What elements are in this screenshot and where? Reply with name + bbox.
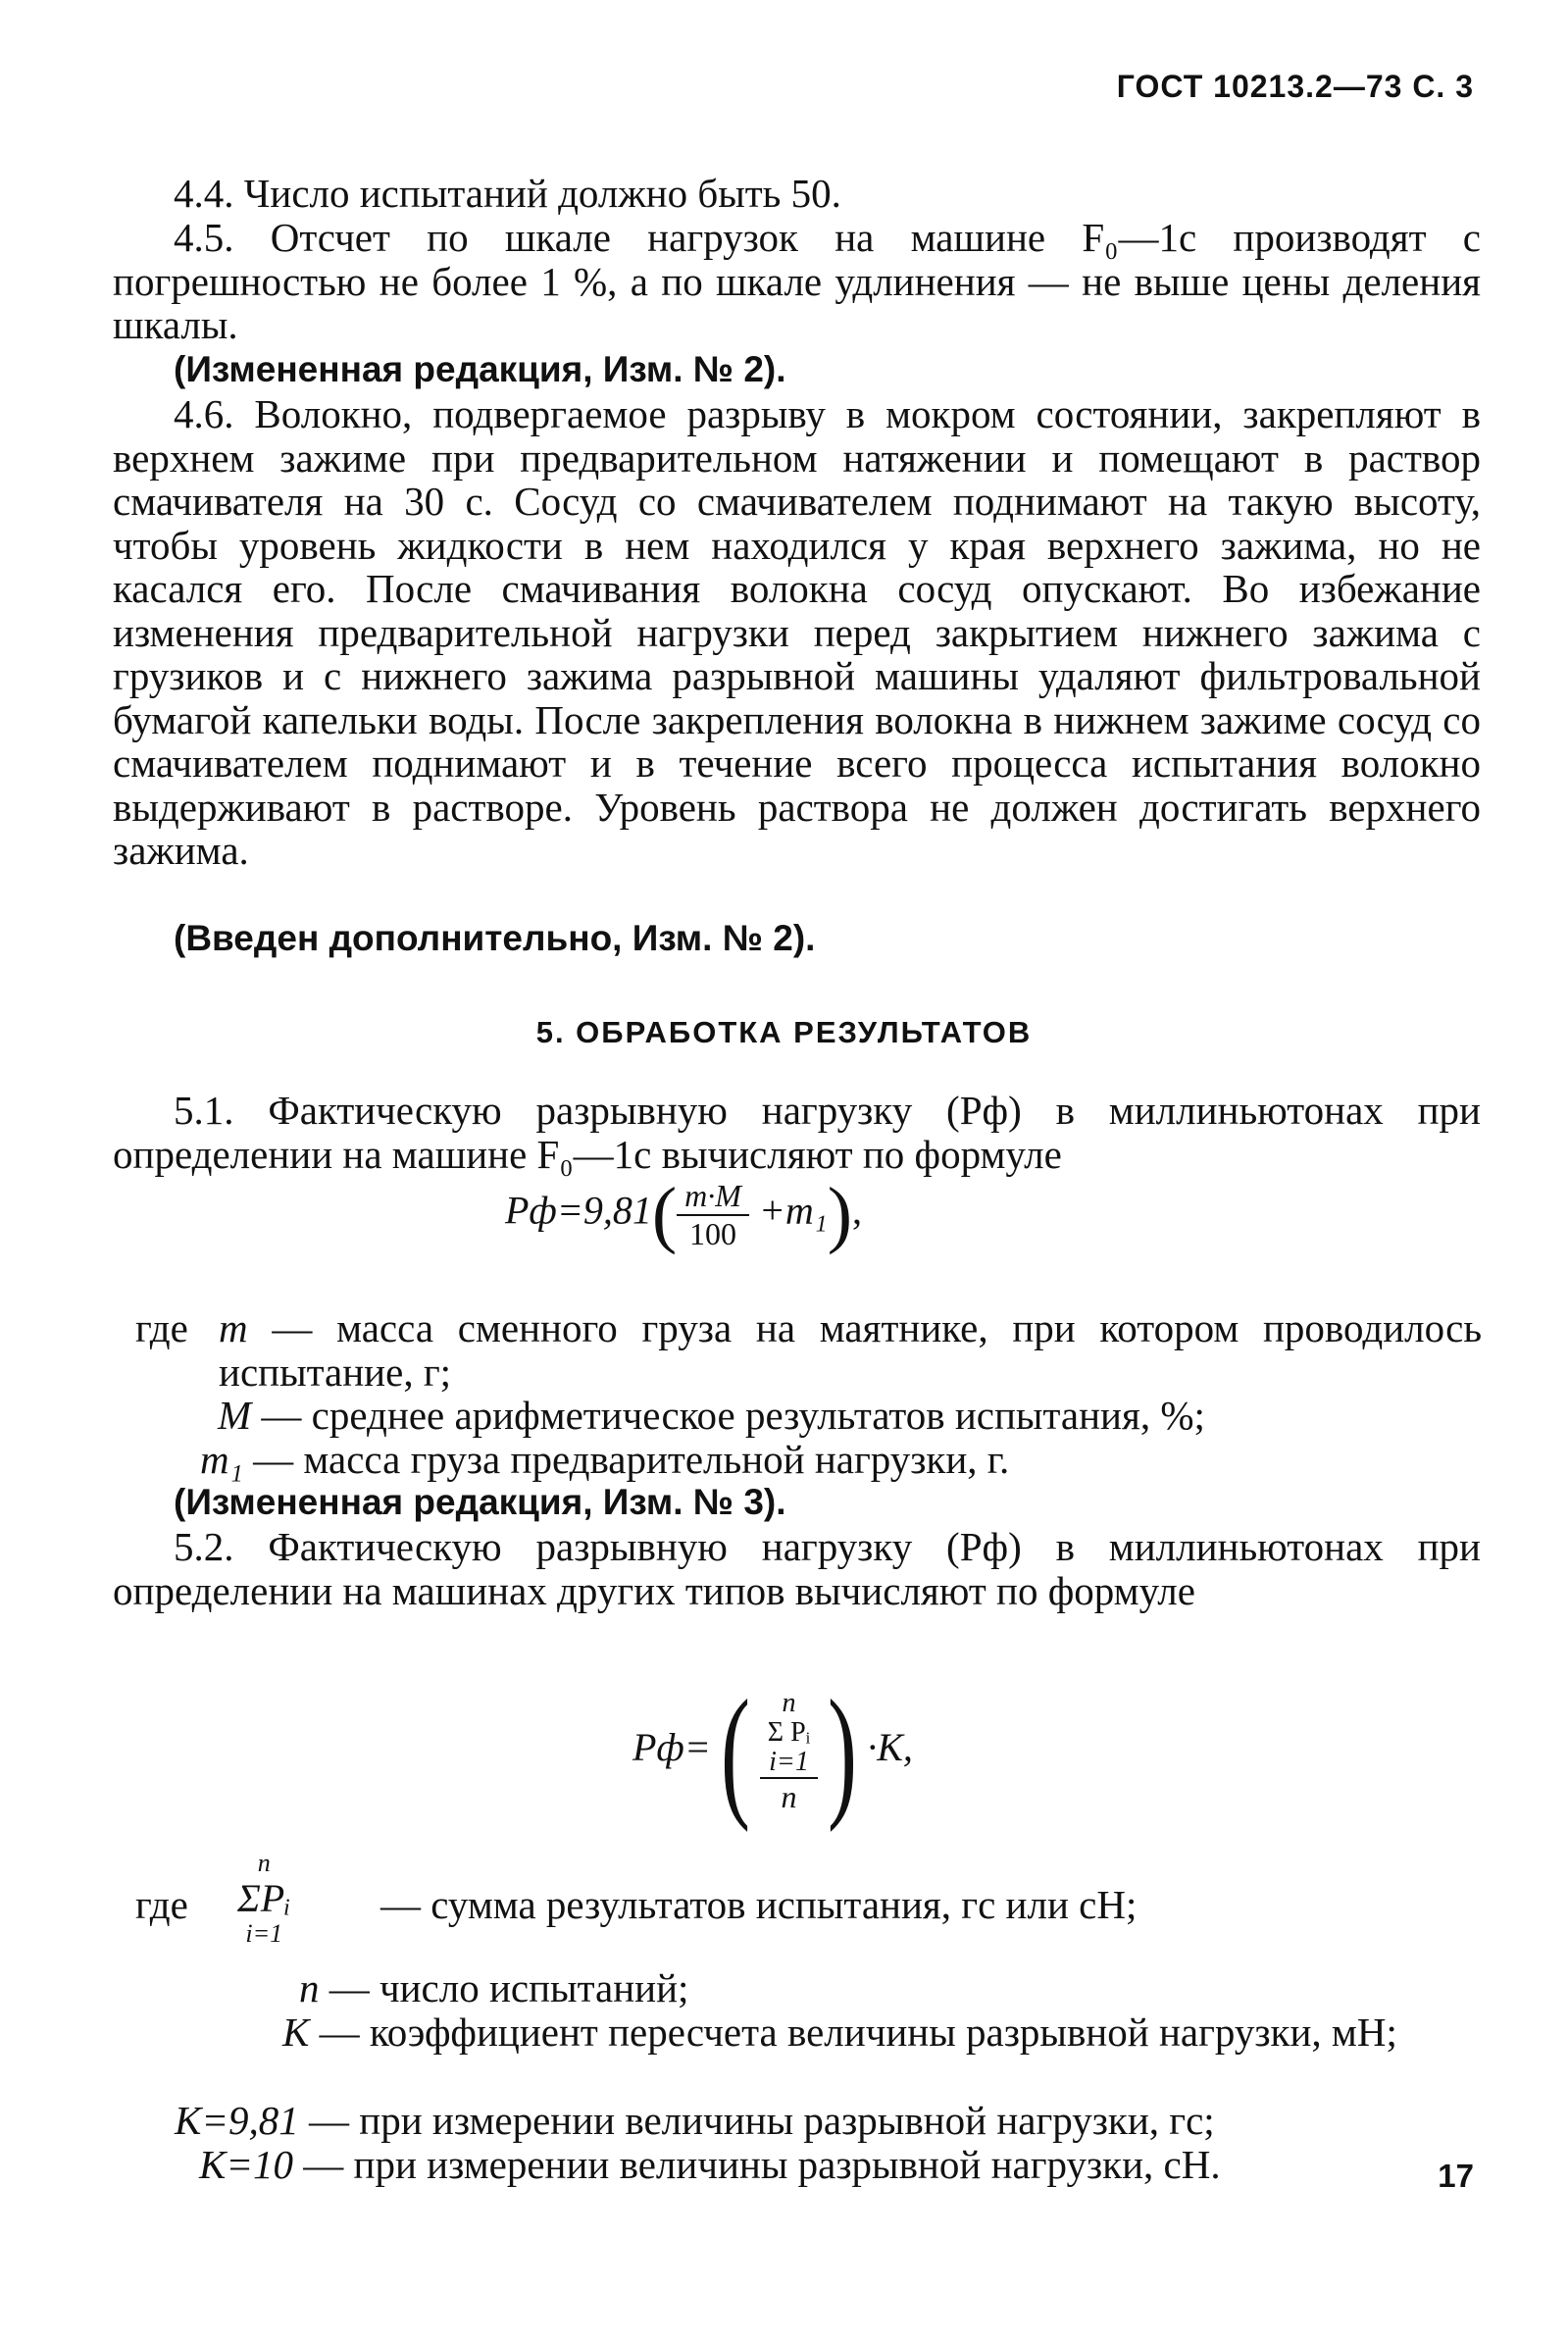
- formula-2-tail: ·K,: [867, 1725, 913, 1770]
- where-1-lead: где: [135, 1305, 188, 1350]
- formula-2-sum-top: n: [782, 1687, 796, 1718]
- def-text-K: — коэффициент пересчета величины разрывной нагрузки, мН;: [319, 2009, 1397, 2055]
- page-number: 17: [1438, 2158, 1474, 2194]
- def-term-n: n: [299, 1965, 320, 2010]
- amendment-note-3: [113, 1481, 1481, 1525]
- where-2-sum-mid: ΣPᵢ: [237, 1876, 291, 1920]
- paragraph-4-4: [113, 172, 1481, 216]
- paragraph-4-6: [113, 392, 1481, 873]
- def-term-K: K: [282, 2009, 310, 2055]
- para-5-2-text: 5.2. Фактическую разрывную нагрузку (Pф) в миллиньютонах при определении на машинах других типов вычисляют по формуле: [113, 1524, 1481, 1613]
- where-2-sum-bottom: i=1: [245, 1919, 283, 1948]
- para-4-6-text: 4.6. Волокно, подвергаемое разрыву в мокром состоянии, закрепляют в верхнем зажиме при предварительном натяжении и помещают в раствор смачивателя на 30 с. Сосуд со смачивателем поднимают на такую высоту, чтобы уровень жидкости в нем находился у края верхнего зажима, но не касался его. После смачивания волокна сосуд опускают. Во избежание изменения предварительной нагрузки перед закрытием нижнего зажима с грузиков и с нижнего зажима разрывной машины удаляют фильтровальной бумагой капельки воды. После закрепления волокна в нижнем зажиме сосуд со смачивателем поднимают и в течение всего процесса испытания волокно выдерживают в растворе. Уровень раствора не должен достигать верхнего зажима.: [113, 391, 1481, 873]
- formula-2-sum-symbol: Σ Pᵢ: [767, 1716, 811, 1748]
- def-text-m1: — масса груза предварительной нагрузки, г.: [253, 1437, 1010, 1482]
- formula-2-denominator: n: [781, 1778, 797, 1814]
- where-2-sum: [237, 1849, 291, 1949]
- where-2-def-K: [282, 2010, 1483, 2055]
- where-1-def-M: [218, 1394, 1205, 1438]
- where-2-def-sum: [380, 1883, 1137, 1927]
- formula-1-lhs: Pф=9,81: [505, 1188, 652, 1233]
- where-2-def-n: [299, 1966, 688, 2010]
- formula-1-tail: +m₁: [758, 1188, 828, 1233]
- formula-1-fraction: [677, 1178, 749, 1252]
- para-4-5-text: 4.5. Отсчет по шкале нагрузок на машине F₀—1с производят с погрешностью не более 1 %, а по шкале удлинения — не выше цены деления шкалы.: [113, 215, 1481, 347]
- para-4-4-text: 4.4. Число испытаний должно быть 50.: [174, 171, 841, 216]
- formula-1: Pф=9,81( $\frac{m\cdot M}{100}$ +m₁),: [505, 1173, 863, 1255]
- formula-2-numerator: [760, 1689, 818, 1779]
- def-text-M: — среднее арифметическое результатов испытания, %;: [261, 1393, 1205, 1438]
- formula-1-denominator: 100: [689, 1215, 737, 1251]
- note-3-text: (Измененная редакция, Изм. № 3).: [174, 1482, 786, 1522]
- note-1-text: (Измененная редакция, Изм. № 2).: [174, 349, 786, 389]
- def-term-K10: K=10: [199, 2142, 294, 2187]
- paragraph-5-2: [113, 1525, 1481, 1612]
- amendment-note-1: [113, 348, 1481, 392]
- where-2-def-K10: [199, 2143, 1221, 2187]
- def-text-K981: — при измерении величины разрывной нагрузки, гс;: [309, 2098, 1215, 2143]
- formula-2: Pф=( n Σ Pᵢ i=1 n ) ·K,: [632, 1670, 913, 1833]
- formula-1-end: ,: [852, 1188, 863, 1233]
- def-text-n: — число испытаний;: [329, 1965, 689, 2010]
- where-1-def-m1: [200, 1438, 1009, 1482]
- def-text-m: — масса сменного груза на маятнике, при котором проводилось испытание, г;: [219, 1305, 1483, 1395]
- def-text-K10: — при измерении величины разрывной нагрузки, сН.: [303, 2142, 1221, 2187]
- def-term-m: m: [219, 1305, 248, 1350]
- formula-2-sum-bottom: i=1: [769, 1746, 809, 1777]
- def-text-sum: — сумма результатов испытания, гс или сН;: [380, 1882, 1138, 1927]
- section-heading: 5. ОБРАБОТКА РЕЗУЛЬТАТОВ: [535, 1015, 1033, 1049]
- formula-2-lhs: Pф=: [632, 1725, 711, 1770]
- where-2-lead: где: [135, 1882, 188, 1927]
- paragraph-5-1: [113, 1089, 1481, 1176]
- para-5-1-text: 5.1. Фактическую разрывную нагрузку (Pф) в миллиньютонах при определении на машине F₀—1с вычисляют по формуле: [113, 1088, 1481, 1177]
- document-header: ГОСТ 10213.2—73 С. 3: [1116, 69, 1474, 104]
- where-2-def-K981: [175, 2099, 1215, 2143]
- def-term-K981: K=9,81: [175, 2098, 299, 2143]
- formula-2-fraction: [760, 1689, 818, 1815]
- def-term-m1: m₁: [200, 1437, 243, 1482]
- paragraph-4-5: [113, 216, 1481, 347]
- where-1-def-m: [219, 1306, 1482, 1394]
- formula-1-numerator: m·M: [677, 1178, 749, 1216]
- where-2-sum-top: n: [257, 1849, 271, 1877]
- def-term-M: M: [218, 1393, 252, 1438]
- note-2-text: (Введен дополнительно, Изм. № 2).: [174, 918, 816, 958]
- amendment-note-2: [113, 917, 1481, 961]
